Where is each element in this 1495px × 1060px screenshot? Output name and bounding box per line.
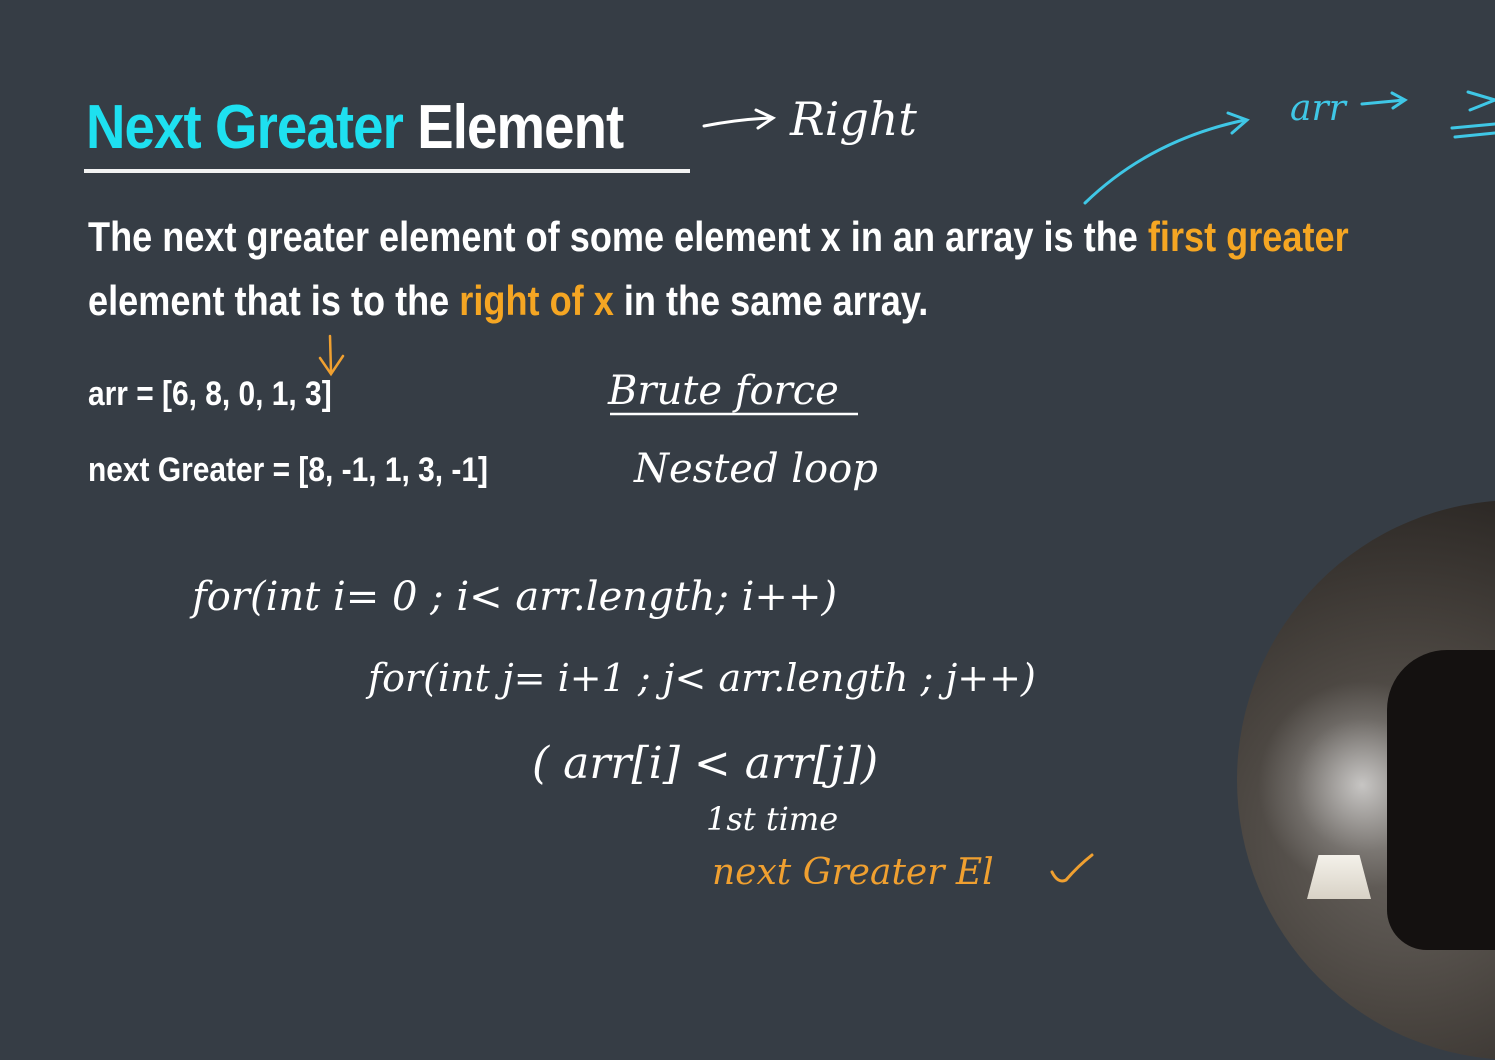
note-inner-loop: for(int j= i+1 ; j< arr.length ; j++) bbox=[368, 656, 1036, 700]
note-condition: ( arr[i] < arr[j]) bbox=[532, 738, 879, 789]
corner-arr-note: arr bbox=[1290, 88, 1346, 129]
definition-text bbox=[88, 205, 1378, 333]
title-annotation-right: Right bbox=[790, 92, 917, 146]
presenter bbox=[1387, 650, 1495, 950]
note-first-time: 1st time bbox=[706, 800, 839, 838]
definition-line-1: The next greater element of some element x in an array is the first greater bbox=[88, 213, 1349, 260]
checkmark-icon bbox=[1052, 855, 1092, 881]
arrow-right-icon bbox=[704, 110, 773, 128]
note-outer-loop: for(int i= 0 ; i< arr.length; i++) bbox=[192, 574, 838, 620]
example-arr: arr = [6, 8, 0, 1, 3] bbox=[88, 375, 332, 413]
down-arrow-icon bbox=[320, 336, 343, 374]
note-brute-force: Brute force bbox=[608, 368, 839, 414]
definition-line-2: element that is to the right of x in the same array. bbox=[88, 277, 929, 324]
definition-highlight-right-of-x: right of x bbox=[459, 277, 614, 324]
example-next-greater: next Greater = [8, -1, 1, 3, -1] bbox=[88, 451, 488, 489]
note-nested-loop: Nested loop bbox=[634, 446, 878, 492]
definition-highlight-first-greater: first greater bbox=[1147, 213, 1349, 260]
title-highlight: Next Greater bbox=[86, 93, 403, 162]
title-rest: Element bbox=[417, 93, 624, 162]
note-result: next Greater El bbox=[712, 852, 994, 893]
